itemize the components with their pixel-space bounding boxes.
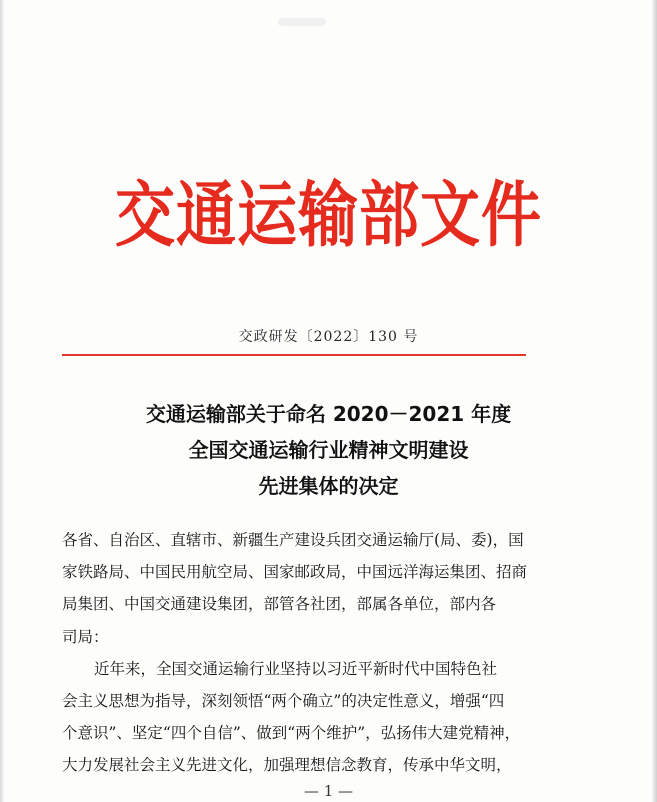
red-separator-rule bbox=[62, 354, 526, 356]
page-number: — 1 — bbox=[303, 782, 354, 800]
addressee-line: 各省、自治区、直辖市、新疆生产建设兵团交通运输厅(局、委)，国 bbox=[62, 531, 524, 549]
body-paragraph-line: 会主义思想为指导，深刻领悟“两个确立”的决定性意义，增强“四 bbox=[62, 691, 505, 710]
document-title-line-3: 先进集体的决定 bbox=[258, 474, 399, 498]
addressee-line: 局集团、中国交通建设集团，部管各社团，部属各单位，部内各 bbox=[62, 595, 497, 614]
body-paragraph-line: 大力发展社会主义先进文化，加强理想信念教育，传承中华文明， bbox=[62, 756, 512, 775]
addressee-line: 司局： bbox=[62, 627, 109, 646]
document-number: 交政研发〔2022〕130 号 bbox=[238, 329, 419, 345]
scan-smudge bbox=[278, 18, 326, 26]
body-paragraph-line: 近年来，全国交通运输行业坚持以习近平新时代中国特色社 bbox=[94, 659, 498, 678]
issuer-header-title: 交通运输部文件 bbox=[115, 174, 542, 258]
addressee-line: 家铁路局、中国民用航空局、国家邮政局，中国远洋海运集团、招商 bbox=[62, 563, 528, 582]
document-body bbox=[62, 524, 530, 782]
body-paragraph-line: 个意识”、坚定“四个自信”、做到“两个维护”，弘扬伟大建党精神， bbox=[62, 724, 521, 743]
document-title-line-1: 交通运输部关于命名 2020－2021 年度 bbox=[145, 402, 512, 426]
document-title-line-2: 全国交通运输行业精神文明建设 bbox=[188, 438, 469, 462]
document-title bbox=[0, 396, 657, 504]
